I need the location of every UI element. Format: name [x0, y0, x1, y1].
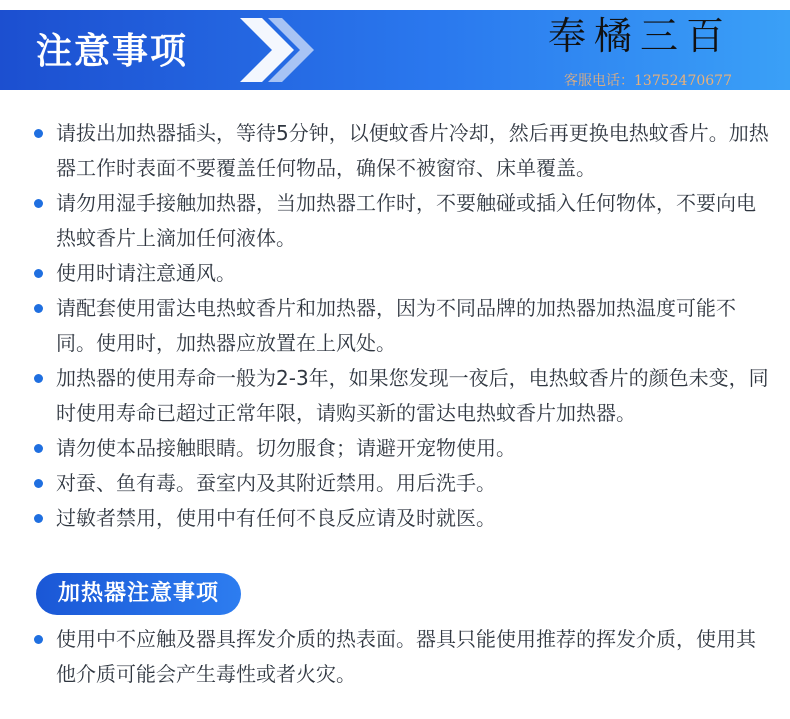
list-item-text: 请勿用湿手接触加热器，当加热器工作时，不要触碰或插入任何物体，不要向电热蚊香片上滴加任何液体。: [56, 191, 756, 250]
list-item-text: 对蚕、鱼有毒。蚕室内及其附近禁用。用后洗手。: [56, 471, 496, 495]
list-item-text: 请拔出加热器插头，等待5分钟，以便蚊香片冷却，然后再更换电热蚊香片。加热器工作时表面不要覆盖任何物品，确保不被窗帘、床单覆盖。: [56, 121, 769, 180]
list-item-text: 使用中不应触及器具挥发介质的热表面。器具只能使用推荐的挥发介质，使用其他介质可能会产生毒性或者火灾。: [56, 627, 756, 686]
list-item: [32, 622, 772, 692]
customer-service-phone: 客服电话：13752470677: [564, 73, 732, 89]
list-item-text: 请配套使用雷达电热蚊香片和加热器，因为不同品牌的加热器加热温度可能不同。使用时，加热器应放置在上风处。: [56, 296, 736, 355]
bullet-dot-icon: [34, 374, 43, 383]
list-item: [32, 186, 772, 256]
heater-notes-list: [32, 622, 772, 692]
list-item: [32, 256, 772, 291]
bullet-dot-icon: [34, 514, 43, 523]
bullet-dot-icon: [34, 304, 43, 313]
list-item-text: 使用时请注意通风。: [56, 261, 236, 285]
list-item: [32, 501, 772, 536]
list-item-text: 过敏者禁用，使用中有任何不良反应请及时就医。: [56, 506, 496, 530]
bullet-dot-icon: [34, 635, 43, 644]
list-item-text: 加热器的使用寿命一般为2-3年，如果您发现一夜后，电热蚊香片的颜色未变，同时使用寿命已超过正常年限，请购买新的雷达电热蚊香片加热器。: [56, 366, 769, 425]
list-item: [32, 291, 772, 361]
page-title: 注意事项: [36, 31, 189, 72]
bullet-dot-icon: [34, 479, 43, 488]
list-item: [32, 116, 772, 186]
list-item: [32, 361, 772, 431]
list-item: [32, 431, 772, 466]
list-item-text: 请勿使本品接触眼睛。切勿服食；请避开宠物使用。: [56, 436, 516, 460]
bullet-dot-icon: [34, 444, 43, 453]
list-item: [32, 466, 772, 501]
notes-list: [32, 116, 772, 536]
heater-section-title: 加热器注意事项: [36, 573, 241, 615]
shop-name-logo: 奉橘三百: [548, 14, 733, 58]
bullet-dot-icon: [34, 199, 43, 208]
bullet-dot-icon: [34, 129, 43, 138]
bullet-dot-icon: [34, 269, 43, 278]
